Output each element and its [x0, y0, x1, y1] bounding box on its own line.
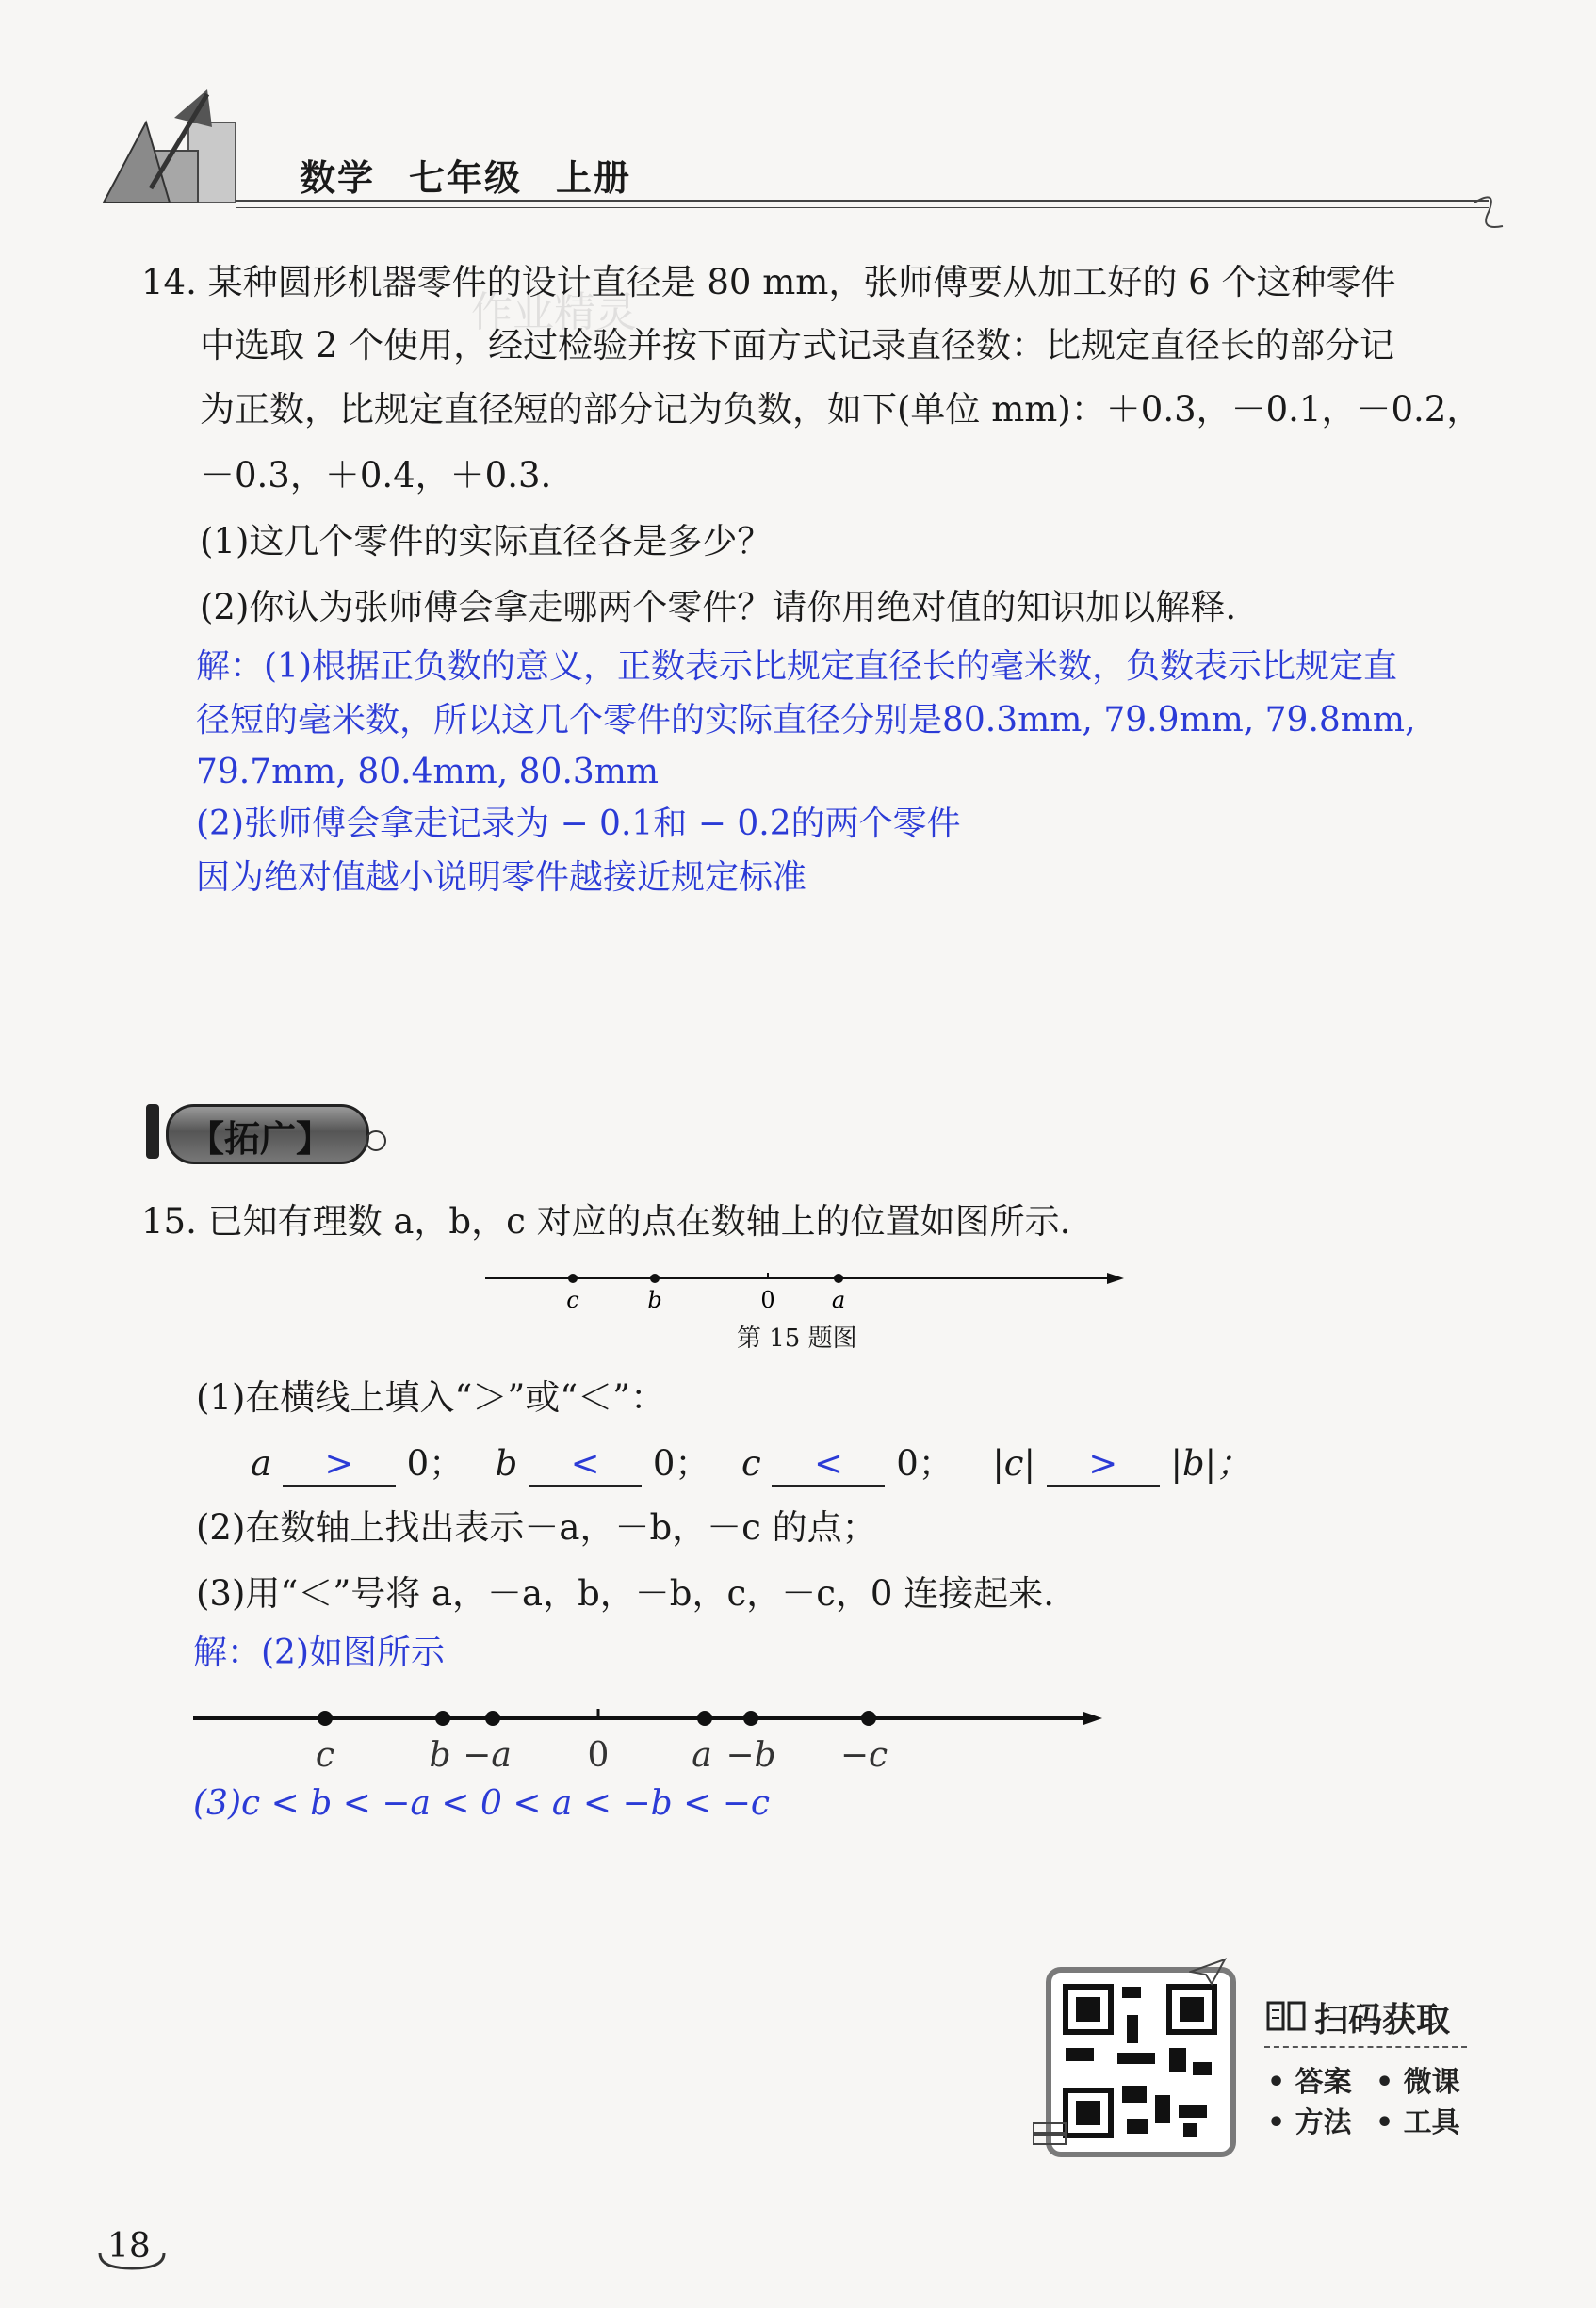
q14-answer-line3: 79.7mm, 80.4mm, 80.3mm [196, 753, 660, 791]
q15-answer-part3: (3)c < b < −a < 0 < a < −b < −c [193, 1784, 771, 1823]
fill-c-prefix: c [741, 1443, 761, 1484]
ans-axis-label-b: b [429, 1736, 451, 1775]
ans-axis-label-0: 0 [587, 1736, 610, 1775]
ans-axis-label-neg-b: −b [725, 1736, 776, 1775]
qr-module [1193, 2062, 1212, 2075]
qr-module [1180, 1997, 1204, 2022]
ans-axis-label-c: c [315, 1736, 335, 1775]
q15-fill-row [251, 1443, 1251, 1487]
q14-answer-line4: (2)张师傅会拿走记录为 − 0.1和 − 0.2的两个零件 [196, 805, 961, 843]
q14-sub1: (1)这几个零件的实际直径各是多少？ [200, 521, 773, 561]
qr-module [1179, 2105, 1207, 2118]
qr-module [1066, 2048, 1094, 2061]
q14-answer-line2: 径短的毫米数，所以这几个零件的实际直径分别是80.3mm, 79.9mm, 79.8mm, [196, 701, 1416, 740]
q14-line3: 为正数，比规定直径短的部分记为负数，如下(单位 mm)：＋0.3，－0.1，－0.2， [200, 389, 1482, 430]
qr-module [1076, 2101, 1100, 2125]
scan-item-label: 答案 [1295, 2066, 1352, 2099]
ans-axis-label-neg-c: −c [839, 1736, 888, 1775]
qr-module [1169, 2048, 1186, 2072]
fill-b-blank[interactable]: < [529, 1443, 642, 1487]
q15-line1: 15. 已知有理数 a，b，c 对应的点在数轴上的位置如图所示. [141, 1201, 1071, 1242]
q15-figure-caption: 第 15 题图 [737, 1325, 857, 1353]
scan-item-label: 工具 [1403, 2106, 1460, 2139]
header-volume: 上册 [556, 156, 632, 199]
scan-item-tools: • 工具 [1376, 2106, 1460, 2139]
header-logo [94, 85, 254, 212]
fill-a-suffix: 0； [406, 1443, 464, 1484]
q15-sub1: (1)在横线上填入“＞”或“＜”： [196, 1377, 666, 1418]
fill-a-blank[interactable]: > [283, 1443, 396, 1487]
fill-abs-c: |c| [992, 1443, 1035, 1484]
axis-label-a: a [831, 1287, 846, 1313]
page-number-text: 18 [107, 2227, 151, 2266]
q14-sub2: (2)你认为张师傅会拿走哪两个零件？请你用绝对值的知识加以解释. [200, 587, 1237, 627]
q14-line1: 14. 某种圆形机器零件的设计直径是 80 mm，张师傅要从加工好的 6 个这种零件 [141, 262, 1396, 302]
scan-divider [1264, 2046, 1467, 2048]
fill-c-suffix: 0； [896, 1443, 953, 1484]
q14-answer-line1: 解：(1)根据正负数的意义，正数表示比规定直径长的毫米数，负数表示比规定直 [196, 647, 1397, 686]
header-grade: 七年级 [409, 156, 523, 199]
qr-module [1155, 2095, 1170, 2123]
qr-module [1122, 1987, 1141, 1998]
scan-item-microlessons: • 微课 [1376, 2066, 1460, 2099]
axis-label-0: 0 [760, 1287, 775, 1313]
book-stack-icon [1032, 2120, 1069, 2148]
qr-module [1127, 2119, 1148, 2134]
section-tag-label: 【拓广】 [188, 1117, 333, 1160]
q14-answer-line5: 因为绝对值越小说明零件越接近规定标准 [196, 858, 807, 897]
qr-module [1117, 2053, 1155, 2064]
header-title [300, 149, 665, 201]
header-subject: 数学 [300, 156, 376, 199]
q15-answer-number-line [193, 1696, 1107, 1780]
ans-axis-label-a: a [692, 1736, 712, 1775]
header-flourish-icon [1470, 188, 1507, 236]
qr-module [1127, 2015, 1138, 2043]
qr-module [1183, 2123, 1197, 2137]
section-tag-dot-icon [366, 1130, 386, 1151]
q15-answer-intro: 解：(2)如图所示 [193, 1633, 445, 1672]
q15-sub3: (3)用“＜”号将 a，－a，b，－b，c，－c，0 连接起来. [196, 1573, 1054, 1614]
scan-item-answers: • 答案 [1267, 2066, 1352, 2099]
watermark: 作业精灵 [471, 288, 637, 336]
q14-line4: －0.3，＋0.4，＋0.3. [200, 455, 552, 496]
qr-module [1122, 2086, 1147, 2103]
paper-plane-icon [1189, 1958, 1227, 1986]
fill-a-prefix: a [251, 1443, 272, 1484]
fill-b-suffix: 0； [652, 1443, 710, 1484]
scan-item-label: 方法 [1295, 2106, 1352, 2139]
q14-line2: 中选取 2 个使用，经过检验并按下面方式记录直径数：比规定直径长的部分记 [200, 325, 1395, 366]
page-number [94, 2225, 170, 2272]
fill-abs-b: |b|； [1170, 1443, 1252, 1484]
header-rule [236, 200, 1489, 202]
axis-label-c: c [566, 1287, 579, 1313]
fill-b-prefix: b [495, 1443, 518, 1484]
scan-item-label: 微课 [1403, 2066, 1460, 2099]
section-tag-marker [146, 1104, 159, 1159]
ans-axis-label-neg-a: −a [463, 1736, 512, 1775]
scan-item-methods: • 方法 [1267, 2106, 1352, 2139]
fill-abs-blank[interactable]: > [1047, 1443, 1160, 1487]
q15-sub2: (2)在数轴上找出表示－a，－b，－c 的点； [196, 1507, 877, 1548]
q15-number-line [485, 1258, 1126, 1314]
fill-c-blank[interactable]: < [772, 1443, 885, 1487]
header-rule-thin [236, 207, 1489, 208]
book-icon [1264, 1997, 1308, 2035]
qr-module [1076, 1997, 1100, 2022]
scan-title: 扫码获取 [1314, 2001, 1451, 2040]
axis-label-b: b [647, 1287, 662, 1313]
qr-code[interactable] [1046, 1967, 1236, 2157]
